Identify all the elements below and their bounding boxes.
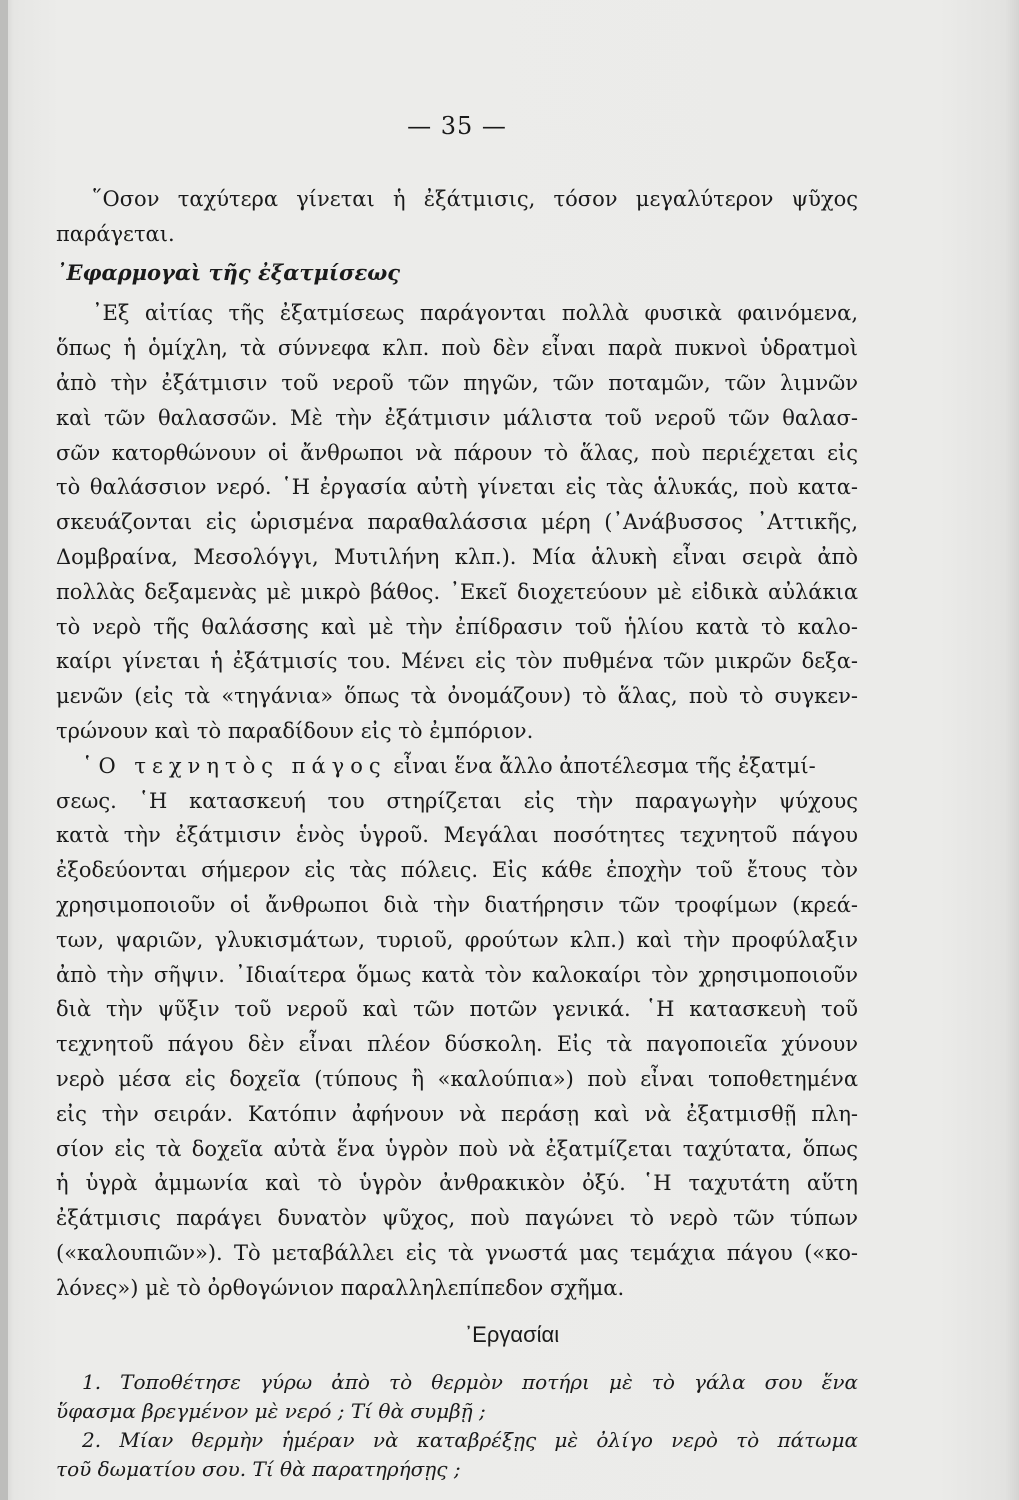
text-line: ῞Οσον ταχύτερα γίνεται ἡ ἐξάτμισις, τόσον μεγαλύτερον ψῦχος (92, 187, 858, 211)
emphasized-term: ῾Ο τεχνητὸς πάγος (82, 753, 387, 778)
text-line: ἡ ὑγρὰ ἀμμωνία καὶ τὸ ὑγρὸν ἀνθρακικὸν ὀξύ. ῾Η ταχυτάτη αὕτη (56, 1171, 858, 1196)
text-line: τὸ νερὸ τῆς θαλάσσης καὶ μὲ τὴν ἐπίδρασιν τοῦ ἡλίου κατὰ τὸ καλο- (56, 614, 858, 639)
text-line: των, ψαριῶν, γλυκισμάτων, τυριοῦ, φρούτων κλπ.) καὶ τὴν προφύλαξιν (56, 927, 858, 952)
page-body (56, 182, 858, 1484)
text-line: λόνες») μὲ τὸ ὀρθογώνιον παραλληλεπίπεδον σχῆμα. (56, 1275, 625, 1300)
text-line: κατὰ τὴν ἐξάτμισιν ἑνὸς ὑγροῦ. Μεγάλαι ποσότητες τεχνητοῦ πάγου (56, 823, 858, 848)
exercise-line: ὕφασμα βρεγμένον μὲ νερό ; Τί θὰ συμβῇ ; (56, 1398, 486, 1423)
text-line: τεχνητοῦ πάγου δὲν εἶναι πλέον δύσκολη. Εἰς τὰ παγοποιεῖα χύνουν (56, 1032, 858, 1057)
text-line: ἀπὸ τὴν ἐξάτμισιν τοῦ νεροῦ τῶν πηγῶν, τῶν ποταμῶν, τῶν λιμνῶν (56, 370, 858, 395)
text-line: διὰ τὴν ψῦξιν τοῦ νεροῦ καὶ τῶν ποτῶν γενικά. ῾Η κατασκευὴ τοῦ (56, 997, 858, 1022)
text-line: καὶ τῶν θαλασσῶν. Μὲ τὴν ἐξάτμισιν μάλιστα τοῦ νεροῦ τῶν θαλασ- (56, 405, 858, 430)
text-line: Δομβραίνα, Μεσολόγγι, Μυτιλήνη κλπ.). Μία ἁλυκὴ εἶναι σειρὰ ἀπὸ (56, 544, 858, 569)
binding-edge (0, 0, 8, 1500)
text-line: μενῶν (εἰς τὰ «τηγάνια» ὅπως τὰ ὀνομάζουν) τὸ ἅλας, ποὺ τὸ συγκεν- (56, 684, 858, 709)
text-line (56, 749, 858, 784)
text-line: πολλὰς δεξαμενὰς μὲ μικρὸ βάθος. ᾿Εκεῖ διοχετεύουν μὲ εἰδικὰ αὐλάκια (56, 579, 858, 604)
text-line: σεως. ῾Η κατασκευή του στηρίζεται εἰς τὴν παραγωγὴν ψύχους (56, 788, 858, 813)
text-line: καίρι γίνεται ἡ ἐξάτμισίς του. Μένει εἰς τὸν πυθμένα τῶν μικρῶν δεξα- (56, 649, 858, 674)
section-heading: ᾿Εφαρμογαὶ τῆς ἐξατμίσεως (56, 259, 401, 285)
text-line: σῶν κατορθώνουν οἱ ἄνθρωποι νὰ πάρουν τὸ ἅλας, ποὺ περιέχεται εἰς (56, 440, 858, 465)
text-line: σίον εἰς τὰ δοχεῖα αὐτὰ ἕνα ὑγρὸν ποὺ νὰ ἐξατμίζεται ταχύτατα, ὅπως (56, 1136, 858, 1161)
exercise-line: τοῦ δωματίου σου. Τί θὰ παρατηρήσῃς ; (56, 1456, 461, 1481)
text-line: ᾿Εξ αἰτίας τῆς ἐξατμίσεως παράγονται πολλὰ φυσικὰ φαινόμενα, (92, 301, 858, 326)
text-line: σκευάζονται εἰς ὡρισμένα παραθαλάσσια μέρη (᾿Ανάβυσσος ᾿Αττικῆς, (56, 510, 858, 535)
text-line: ἐξάτμισις παράγει δυνατὸν ψῦχος, ποὺ παγώνει τὸ νερὸ τῶν τύπων (56, 1206, 858, 1231)
text-line: ἀπὸ τὴν σῆψιν. ᾿Ιδιαίτερα ὅμως κατὰ τὸν καλοκαίρι τὸν χρησιμοποιοῦν (56, 962, 858, 987)
text-line: ἐξοδεύονται σήμερον εἰς τὰς πόλεις. Εἰς κάθε ἐποχὴν τοῦ ἔτους τὸν (56, 858, 858, 883)
page-number: — 35 — (407, 112, 507, 140)
text-line: («καλουπιῶν»). Τὸ μεταβάλλει εἰς τὰ γνωστά μας τεμάχια πάγου («κο- (56, 1240, 858, 1265)
text-line: τρώνουν καὶ τὸ παραδίδουν εἰς τὸ ἐμπόριον. (56, 718, 534, 743)
exercise-line: 1. Τοποθέτησε γύρω ἀπὸ τὸ θερμὸν ποτήρι μὲ τὸ γάλα σου ἕνα (82, 1369, 858, 1394)
text-line: ὅπως ἡ ὁμίχλη, τὰ σύννεφα κλπ. ποὺ δὲν εἶναι παρὰ πυκνοὶ ὑδρατμοὶ (56, 336, 858, 361)
text-line: νερὸ μέσα εἰς δοχεῖα (τύπους ἢ «καλούπια») ποὺ εἶναι τοποθετημένα (56, 1066, 858, 1091)
text-line: εἰς τὴν σειράν. Κατόπιν ἀφήνουν νὰ περάσῃ καὶ νὰ ἐξατμισθῇ πλη- (56, 1101, 858, 1126)
exercise-line: 2. Μίαν θερμὴν ἡμέραν νὰ καταβρέξῃς μὲ ὀλίγο νερὸ τὸ πάτωμα (82, 1427, 858, 1452)
text-line: παράγεται. (56, 221, 175, 246)
text-span: εἶναι ἕνα ἄλλο ἀποτέλεσμα τῆς ἐξατμί- (386, 753, 816, 778)
section-title: ᾿Εργασίαι (464, 1321, 560, 1347)
text-line: τὸ θαλάσσιον νερό. ῾Η ἐργασία αὐτὴ γίνεται εἰς τὰς ἁλυκάς, ποὺ κατα- (56, 475, 858, 500)
text-line: χρησιμοποιοῦν οἱ ἄνθρωποι διὰ τὴν διατήρησιν τῶν τροφίμων (κρεά- (56, 892, 858, 917)
